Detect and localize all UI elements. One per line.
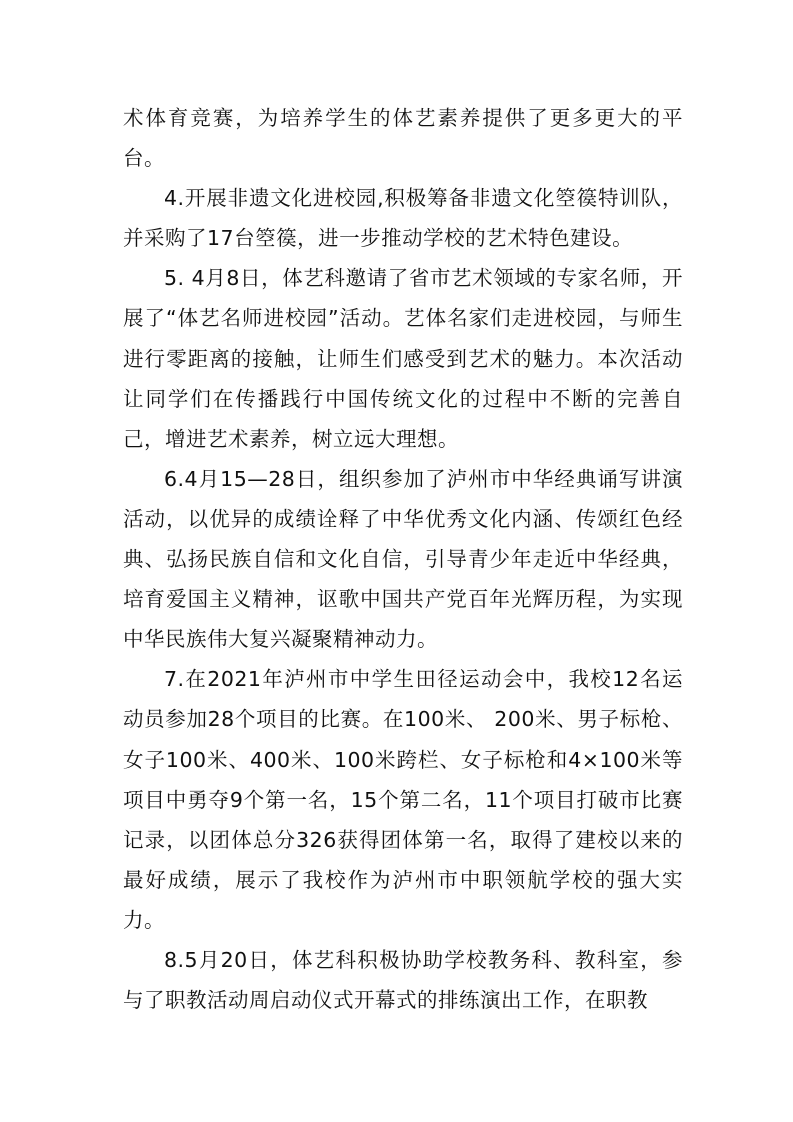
paragraph-item-6: 6.4月15—28日，组织参加了泸州市中华经典诵写讲演活动，以优异的成绩诠释了中华优秀文化内涵、传颂红色经典、弘扬民族自信和文化自信，引导青少年走近中华经典，培育爱国主义精神，讴歌中国共产党百年光辉历程，为实现中华民族伟大复兴凝聚精神动力。 [123,466,683,652]
paragraph-item-8: 8.5月20日，体艺科积极协助学校教务科、教科室，参与了职教活动周启动仪式开幕式的排练演出工作，在职教 [123,947,683,1013]
paragraph-item-5: 5. 4月8日，体艺科邀请了省市艺术领域的专家名师，开展了“体艺名师进校园”活动。艺体名家们走进校园，与师生进行零距离的接触，让师生们感受到艺术的魅力。本次活动让同学们在传播践行中国传统文化的过程中不断的完善自己，增进艺术素养，树立远大理想。 [123,266,683,451]
paragraph-item-7: 7.在2021年泸州市中学生田径运动会中，我校12名运动员参加28个项目的比赛。在100米、 200米、男子标枪、女子100米、400米、100米跨栏、女子标枪和4×100米等项目中勇夺9个第一名，15个第二名，11个项目打破市比赛记录，以团体总分326获得团体第一名，取得了建校以来的最好成绩，展示了我校作为泸州市中职领航学校的强大实力。 [123,667,683,932]
paragraph-item-4: 4.开展非遗文化进校园,积极筹备非遗文化箜篌特训队，并采购了17台箜篌，进一步推动学校的艺术特色建设。 [123,186,683,251]
paragraph-continuation: 术体育竞赛，为培养学生的体艺素养提供了更多更大的平台。 [123,106,683,171]
document-body [123,98,683,1020]
